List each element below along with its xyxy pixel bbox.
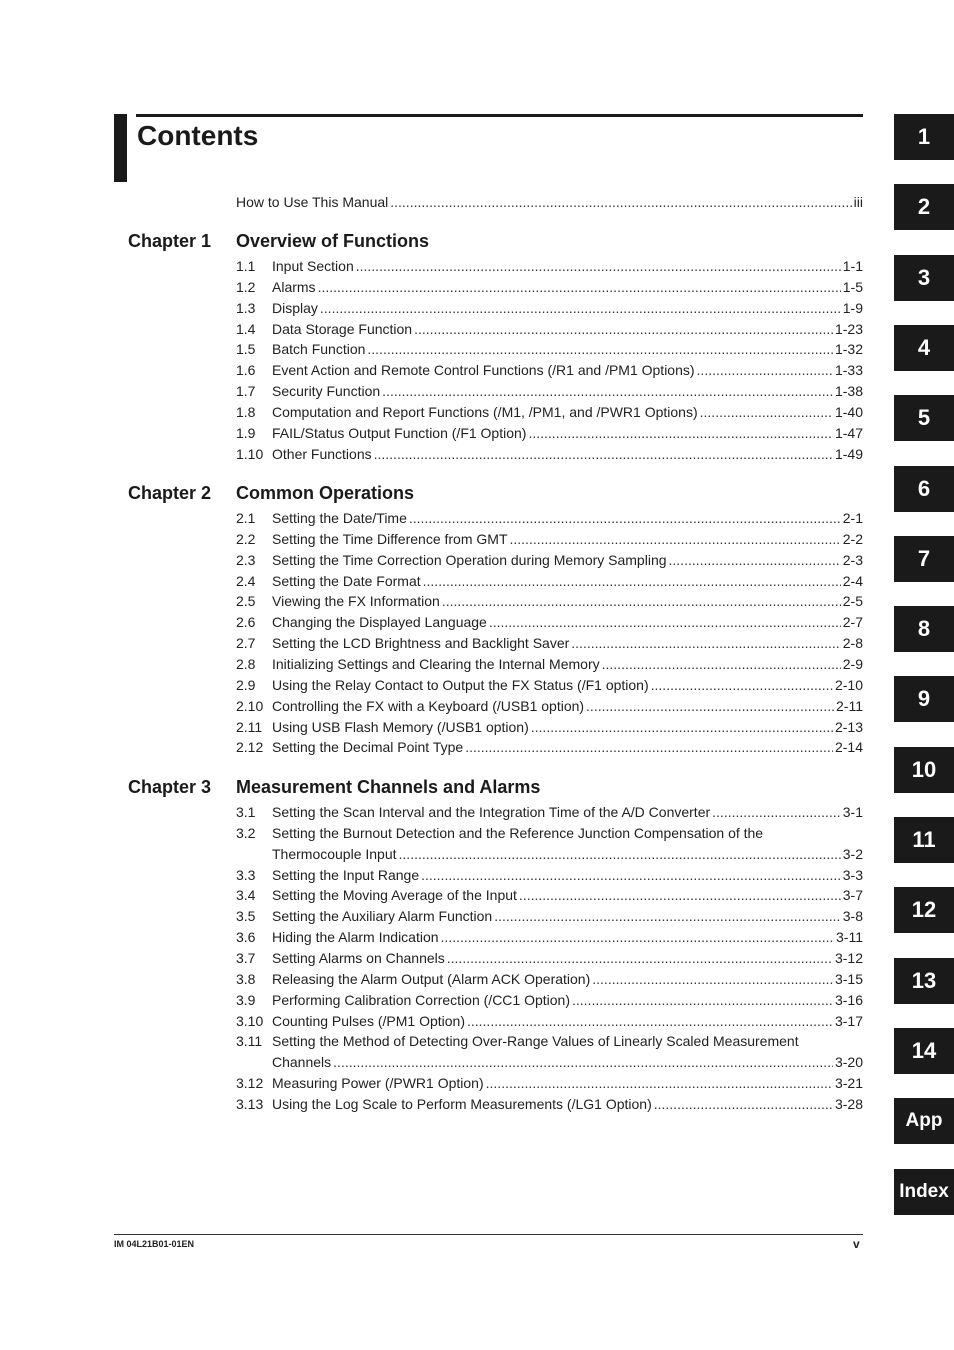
entry-page: 1-32: [834, 341, 863, 358]
entry-number: 1.6: [236, 362, 256, 379]
entry-title: Viewing the FX Information: [272, 593, 440, 610]
entry-title: Using USB Flash Memory (/USB1 option): [272, 718, 529, 735]
dot-leader: [510, 529, 841, 549]
dot-leader: [382, 381, 833, 401]
chapter-tab-14[interactable]: 14: [894, 1028, 954, 1074]
dot-leader: [489, 612, 841, 632]
dot-leader: [528, 423, 833, 443]
dot-leader: [414, 319, 833, 339]
entry-page: 3-1: [842, 804, 863, 820]
dot-leader: [423, 571, 841, 591]
dot-leader: [465, 737, 833, 757]
entry-page: 3-12: [834, 949, 863, 966]
toc-entry[interactable]: [236, 696, 863, 716]
entry-number: 1.2: [236, 278, 256, 295]
entry-title: Setting the Time Correction Operation during Memory Sampling: [272, 551, 667, 568]
toc-entry[interactable]: [236, 1073, 863, 1093]
title-rule: [136, 114, 863, 117]
chapter-tab-11[interactable]: 11: [894, 817, 954, 863]
entry-title: Using the Relay Contact to Output the FX Status (/F1 option): [272, 676, 649, 693]
entry-page: 1-9: [842, 299, 863, 316]
entry-title: Setting Alarms on Channels: [272, 949, 445, 966]
entry-page: 3-2: [842, 845, 863, 862]
dot-leader: [409, 508, 841, 528]
dot-leader: [571, 633, 840, 653]
entry-page: 2-3: [842, 551, 863, 568]
entry-number: 2.2: [236, 530, 256, 547]
chapter-label[interactable]: Chapter 2: [128, 483, 212, 503]
entry-page: 1-40: [834, 403, 863, 420]
entry-number: 2.7: [236, 635, 256, 652]
toc-entry[interactable]: [236, 1011, 863, 1031]
entry-page: 2-13: [834, 718, 863, 735]
chapter-label[interactable]: Chapter 3: [128, 777, 212, 797]
chapter-tab-4[interactable]: 4: [894, 325, 954, 371]
toc-entry[interactable]: [236, 717, 863, 737]
chapter-tab-3[interactable]: 3: [894, 255, 954, 301]
entry-title-continuation: Channels: [272, 1054, 332, 1071]
toc-entry[interactable]: [236, 865, 863, 885]
toc-entry[interactable]: [236, 969, 863, 989]
toc-entry-intro[interactable]: [236, 192, 863, 212]
chapter-tab-5[interactable]: 5: [894, 395, 954, 441]
chapter-tab-10[interactable]: 10: [894, 747, 954, 793]
entry-page: 1-47: [834, 424, 863, 441]
toc-entry[interactable]: [236, 529, 863, 549]
entry-page: 1-33: [834, 362, 863, 379]
entry-title: Controlling the FX with a Keyboard (/USB1 option): [272, 697, 585, 714]
entry-number: 3.8: [236, 970, 256, 987]
entry-title: Setting the Scan Interval and the Integration Time of the A/D Converter: [272, 804, 711, 820]
toc-entry[interactable]: [236, 256, 863, 276]
dot-leader: [669, 550, 841, 570]
entry-title: Setting the Time Difference from GMT: [272, 530, 508, 547]
entry-page: 3-8: [842, 908, 863, 925]
entry-page: 2-11: [836, 697, 863, 714]
entry-number: 2.9: [236, 676, 256, 693]
entry-title: How to Use This Manual: [236, 194, 389, 210]
dot-leader: [519, 885, 841, 905]
entry-page: 3-3: [842, 866, 863, 883]
chapter-tab-1[interactable]: 1: [894, 114, 954, 160]
toc-entry[interactable]: [236, 1031, 863, 1051]
footer-page-number: v: [853, 1237, 860, 1251]
toc-entry[interactable]: [236, 381, 863, 401]
entry-title: Initializing Settings and Clearing the Internal Memory: [272, 655, 600, 672]
dot-leader: [531, 717, 833, 737]
entry-title: Setting the Date Format: [272, 572, 421, 589]
entry-page: 2-5: [842, 593, 863, 610]
chapter-tab-6[interactable]: 6: [894, 466, 954, 512]
entry-number: 2.12: [236, 739, 264, 756]
dot-leader: [467, 1011, 833, 1031]
page-title: Contents: [137, 120, 259, 151]
entry-title: FAIL/Status Output Function (/F1 Option): [272, 424, 527, 441]
entry-number: 3.2: [236, 824, 256, 841]
dot-leader: [447, 948, 833, 968]
title-accent-bar: [114, 114, 127, 182]
entry-page: 2-2: [842, 530, 863, 547]
chapter-title[interactable]: Overview of Functions: [236, 231, 430, 251]
toc-entry[interactable]: [236, 402, 863, 422]
entry-number: 1.3: [236, 299, 256, 316]
entry-title: Other Functions: [272, 445, 372, 462]
entry-title: Setting the Decimal Point Type: [272, 739, 464, 756]
toc-entry[interactable]: [236, 654, 863, 674]
chapter-tab-index[interactable]: Index: [894, 1169, 954, 1215]
entry-title-continuation: Thermocouple Input: [272, 845, 397, 862]
entry-page: 1-49: [834, 445, 863, 462]
toc-entry-continuation[interactable]: [236, 844, 863, 864]
entry-number: 1.9: [236, 424, 256, 441]
entry-number: 3.10: [236, 1012, 264, 1029]
toc-entry[interactable]: [236, 1094, 863, 1114]
dot-leader: [390, 192, 851, 212]
entry-page: 2-9: [842, 655, 863, 672]
entry-title: Setting the Input Range: [272, 866, 420, 883]
entry-title: Event Action and Remote Control Functions (/R1 and /PM1 Options): [272, 362, 695, 379]
toc-entry[interactable]: [236, 885, 863, 905]
toc-entry[interactable]: [236, 927, 863, 947]
entry-title: Security Function: [272, 383, 381, 400]
toc-entry[interactable]: [236, 612, 863, 632]
entry-title: Alarms: [272, 278, 316, 295]
entry-number: 3.7: [236, 949, 256, 966]
chapter-tab-7[interactable]: 7: [894, 536, 954, 582]
entry-page: 1-23: [834, 320, 863, 337]
entry-number: 2.10: [236, 697, 264, 714]
toc-entry[interactable]: [236, 823, 863, 843]
dot-leader: [320, 298, 841, 318]
entry-number: 2.3: [236, 551, 256, 568]
entry-page: 1-1: [842, 258, 863, 274]
toc-entry[interactable]: [236, 298, 863, 318]
entry-page: 1-38: [834, 383, 863, 400]
toc-entry[interactable]: [236, 360, 863, 380]
dot-leader: [592, 969, 833, 989]
entry-number: 1.10: [236, 445, 264, 462]
dot-leader: [356, 256, 841, 276]
dot-leader: [494, 906, 841, 926]
entry-page: 3-21: [834, 1075, 863, 1092]
dot-leader: [374, 444, 833, 464]
chapter-tab-9[interactable]: 9: [894, 676, 954, 722]
entry-number: 1.1: [236, 258, 256, 274]
chapter-tab-12[interactable]: 12: [894, 887, 954, 933]
toc-entry[interactable]: [236, 550, 863, 570]
entry-title: Setting the Moving Average of the Input: [272, 887, 517, 904]
entry-title: Releasing the Alarm Output (Alarm ACK Operation): [272, 970, 591, 987]
chapter-tab-8[interactable]: 8: [894, 606, 954, 652]
toc-entry[interactable]: [236, 675, 863, 695]
toc-entry[interactable]: [236, 802, 863, 822]
entry-title: Using the Log Scale to Perform Measurements (/LG1 Option): [272, 1095, 652, 1112]
entry-number: 3.12: [236, 1075, 264, 1092]
entry-title: Setting the Date/Time: [272, 510, 407, 526]
entry-number: 3.11: [236, 1033, 263, 1050]
entry-number: 3.9: [236, 991, 256, 1008]
entry-page: 2-10: [834, 676, 863, 693]
entry-number: 2.4: [236, 572, 256, 589]
dot-leader: [586, 696, 834, 716]
dot-leader: [318, 277, 841, 297]
dot-leader: [441, 927, 834, 947]
entry-title: Computation and Report Functions (/M1, /PM1, and /PWR1 Options): [272, 403, 698, 420]
entry-title: Hiding the Alarm Indication: [272, 929, 439, 946]
entry-page: 3-7: [842, 887, 863, 904]
entry-page: 3-20: [834, 1054, 863, 1071]
entry-number: 2.1: [236, 510, 256, 526]
toc-entry[interactable]: [236, 948, 863, 968]
entry-number: 3.1: [236, 804, 256, 820]
entry-number: 1.8: [236, 403, 256, 420]
entry-number: 3.6: [236, 929, 256, 946]
dot-leader: [654, 1094, 833, 1114]
entry-title: Input Section: [272, 258, 354, 274]
entry-title: Changing the Displayed Language: [272, 614, 487, 631]
toc-entry[interactable]: [236, 571, 863, 591]
entry-number: 1.5: [236, 341, 256, 358]
entry-number: 2.6: [236, 614, 256, 631]
entry-number: 2.5: [236, 593, 256, 610]
entry-page: 2-7: [842, 614, 863, 631]
entry-page: 2-4: [842, 572, 863, 589]
chapter-tab-13[interactable]: 13: [894, 958, 954, 1004]
entry-number: 2.11: [236, 718, 263, 735]
toc-entry[interactable]: [236, 737, 863, 757]
entry-title: Counting Pulses (/PM1 Option): [272, 1012, 465, 1029]
entry-page: 3-17: [834, 1012, 863, 1029]
dot-leader: [572, 990, 833, 1010]
dot-leader: [700, 402, 833, 422]
dot-leader: [421, 865, 841, 885]
entry-page: 2-1: [842, 510, 863, 526]
toc-entry[interactable]: [236, 591, 863, 611]
dot-leader: [399, 844, 841, 864]
toc-entry[interactable]: [236, 339, 863, 359]
entry-page: 3-11: [836, 929, 863, 946]
entry-page: 3-16: [834, 991, 863, 1008]
entry-title: Setting the Auxiliary Alarm Function: [272, 908, 493, 925]
entry-title: Setting the Method of Detecting Over-Range Values of Linearly Scaled Measurement: [272, 1033, 799, 1050]
entry-page: 3-28: [834, 1095, 863, 1112]
entry-number: 1.4: [236, 320, 256, 337]
entry-number: 3.3: [236, 866, 256, 883]
entry-number: 3.5: [236, 908, 256, 925]
entry-page: 2-8: [842, 635, 863, 652]
dot-leader: [602, 654, 841, 674]
entry-title: Display: [272, 299, 318, 316]
entry-number: 1.7: [236, 383, 256, 400]
toc-entry[interactable]: [236, 906, 863, 926]
entry-title: Batch Function: [272, 341, 366, 358]
entry-title: Setting the LCD Brightness and Backlight Saver: [272, 635, 570, 652]
chapter-title[interactable]: Measurement Channels and Alarms: [236, 777, 541, 797]
toc-entry-continuation[interactable]: [236, 1052, 863, 1072]
dot-leader: [712, 802, 841, 822]
entry-number: 2.8: [236, 655, 256, 672]
entry-number: 3.4: [236, 887, 256, 904]
toc-entry[interactable]: [236, 319, 863, 339]
dot-leader: [651, 675, 833, 695]
entry-number: 3.13: [236, 1095, 264, 1112]
entry-title: Setting the Burnout Detection and the Reference Junction Compensation of the: [272, 824, 764, 841]
dot-leader: [697, 360, 833, 380]
entry-page: iii: [853, 194, 863, 210]
dot-leader: [367, 339, 833, 359]
toc-entry[interactable]: [236, 423, 863, 443]
toc-entry[interactable]: [236, 444, 863, 464]
entry-title: Performing Calibration Correction (/CC1 Option): [272, 991, 570, 1008]
toc-entry[interactable]: [236, 508, 863, 528]
dot-leader: [333, 1052, 833, 1072]
toc-entry[interactable]: [236, 633, 863, 653]
entry-title: Measuring Power (/PWR1 Option): [272, 1075, 484, 1092]
entry-page: 3-15: [834, 970, 863, 987]
footer-doc-number: IM 04L21B01-01EN: [114, 1239, 195, 1249]
dot-leader: [442, 591, 841, 611]
chapter-label[interactable]: Chapter 1: [128, 231, 212, 251]
footer-rule: [114, 1234, 863, 1235]
toc-entry[interactable]: [236, 277, 863, 297]
chapter-tab-app[interactable]: App: [894, 1098, 954, 1144]
entry-title: Data Storage Function: [272, 320, 413, 337]
dot-leader: [486, 1073, 833, 1093]
toc-entry[interactable]: [236, 990, 863, 1010]
entry-page: 2-14: [834, 739, 863, 756]
entry-page: 1-5: [842, 278, 863, 295]
chapter-title[interactable]: Common Operations: [236, 483, 415, 503]
chapter-tab-2[interactable]: 2: [894, 184, 954, 230]
